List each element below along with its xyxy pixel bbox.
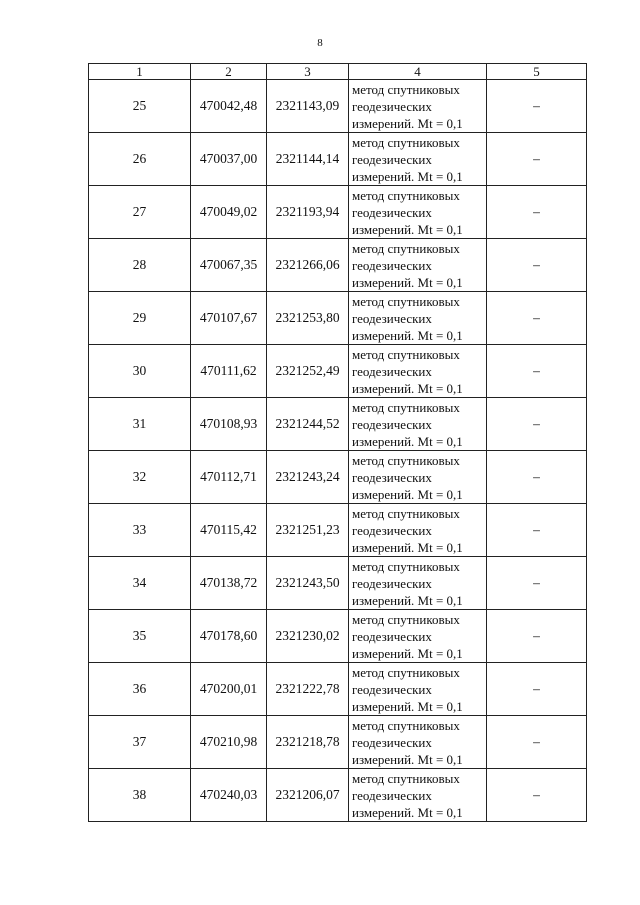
table-row <box>89 292 587 345</box>
method-line: измерений. Mt = 0,1 <box>352 804 463 820</box>
method-line: метод спутниковых <box>352 134 460 150</box>
table-row <box>89 239 587 292</box>
method-line: метод спутниковых <box>352 293 460 309</box>
method-line: метод спутниковых <box>352 81 460 97</box>
method-cell <box>349 80 487 133</box>
method-line: метод спутниковых <box>352 505 460 521</box>
method-line: измерений. Mt = 0,1 <box>352 592 463 608</box>
y-coordinate-cell: 2321253,80 <box>267 292 349 345</box>
header-col-4: 4 <box>349 64 487 80</box>
method-line: геодезических <box>352 363 432 379</box>
header-col-2: 2 <box>191 64 267 80</box>
x-coordinate-cell: 470138,72 <box>191 557 267 610</box>
method-line: метод спутниковых <box>352 717 460 733</box>
header-col-3: 3 <box>267 64 349 80</box>
note-cell: – <box>487 610 587 663</box>
note-cell: – <box>487 504 587 557</box>
note-cell: – <box>487 451 587 504</box>
point-number-cell: 36 <box>89 663 191 716</box>
x-coordinate-cell: 470042,48 <box>191 80 267 133</box>
x-coordinate-cell: 470037,00 <box>191 133 267 186</box>
y-coordinate-cell: 2321252,49 <box>267 345 349 398</box>
method-line: геодезических <box>352 628 432 644</box>
x-coordinate-cell: 470200,01 <box>191 663 267 716</box>
method-line: метод спутниковых <box>352 452 460 468</box>
method-line: геодезических <box>352 204 432 220</box>
method-line: измерений. Mt = 0,1 <box>352 645 463 661</box>
note-cell: – <box>487 186 587 239</box>
point-number-cell: 31 <box>89 398 191 451</box>
header-col-5: 5 <box>487 64 587 80</box>
method-cell <box>349 133 487 186</box>
method-line: метод спутниковых <box>352 611 460 627</box>
method-cell <box>349 557 487 610</box>
table-row <box>89 451 587 504</box>
method-line: измерений. Mt = 0,1 <box>352 274 463 290</box>
point-number-cell: 38 <box>89 769 191 822</box>
note-cell: – <box>487 663 587 716</box>
table-row <box>89 557 587 610</box>
method-line: измерений. Mt = 0,1 <box>352 221 463 237</box>
method-line: измерений. Mt = 0,1 <box>352 327 463 343</box>
x-coordinate-cell: 470067,35 <box>191 239 267 292</box>
method-line: измерений. Mt = 0,1 <box>352 380 463 396</box>
method-line: геодезических <box>352 151 432 167</box>
method-line: метод спутниковых <box>352 187 460 203</box>
x-coordinate-cell: 470112,71 <box>191 451 267 504</box>
y-coordinate-cell: 2321244,52 <box>267 398 349 451</box>
method-line: геодезических <box>352 98 432 114</box>
page-number: 8 <box>317 37 323 49</box>
note-cell: – <box>487 345 587 398</box>
y-coordinate-cell: 2321206,07 <box>267 769 349 822</box>
point-number-cell: 32 <box>89 451 191 504</box>
note-cell: – <box>487 557 587 610</box>
table-row <box>89 398 587 451</box>
table-row <box>89 133 587 186</box>
note-cell: – <box>487 133 587 186</box>
method-line: геодезических <box>352 787 432 803</box>
y-coordinate-cell: 2321222,78 <box>267 663 349 716</box>
table-row <box>89 663 587 716</box>
y-coordinate-cell: 2321230,02 <box>267 610 349 663</box>
note-cell: – <box>487 716 587 769</box>
method-cell <box>349 610 487 663</box>
method-line: геодезических <box>352 575 432 591</box>
header-row <box>89 64 587 80</box>
point-number-cell: 37 <box>89 716 191 769</box>
x-coordinate-cell: 470107,67 <box>191 292 267 345</box>
note-cell: – <box>487 292 587 345</box>
point-number-cell: 29 <box>89 292 191 345</box>
point-number-cell: 30 <box>89 345 191 398</box>
method-cell <box>349 345 487 398</box>
method-line: геодезических <box>352 734 432 750</box>
method-line: геодезических <box>352 681 432 697</box>
note-cell: – <box>487 769 587 822</box>
method-line: метод спутниковых <box>352 558 460 574</box>
method-line: метод спутниковых <box>352 770 460 786</box>
table-row <box>89 769 587 822</box>
note-cell: – <box>487 239 587 292</box>
x-coordinate-cell: 470108,93 <box>191 398 267 451</box>
point-number-cell: 26 <box>89 133 191 186</box>
method-line: геодезических <box>352 469 432 485</box>
y-coordinate-cell: 2321266,06 <box>267 239 349 292</box>
method-cell <box>349 239 487 292</box>
method-cell <box>349 398 487 451</box>
y-coordinate-cell: 2321243,24 <box>267 451 349 504</box>
table-header <box>89 64 587 80</box>
table-row <box>89 610 587 663</box>
point-number-cell: 27 <box>89 186 191 239</box>
table-row <box>89 345 587 398</box>
point-number-cell: 33 <box>89 504 191 557</box>
method-line: метод спутниковых <box>352 664 460 680</box>
y-coordinate-cell: 2321243,50 <box>267 557 349 610</box>
method-line: измерений. Mt = 0,1 <box>352 115 463 131</box>
method-line: измерений. Mt = 0,1 <box>352 698 463 714</box>
x-coordinate-cell: 470210,98 <box>191 716 267 769</box>
method-cell <box>349 186 487 239</box>
y-coordinate-cell: 2321193,94 <box>267 186 349 239</box>
method-line: измерений. Mt = 0,1 <box>352 751 463 767</box>
method-cell <box>349 504 487 557</box>
method-line: метод спутниковых <box>352 240 460 256</box>
header-col-1: 1 <box>89 64 191 80</box>
table-body <box>89 80 587 822</box>
method-line: геодезических <box>352 310 432 326</box>
method-cell <box>349 663 487 716</box>
y-coordinate-cell: 2321144,14 <box>267 133 349 186</box>
method-line: измерений. Mt = 0,1 <box>352 486 463 502</box>
point-number-cell: 28 <box>89 239 191 292</box>
note-cell: – <box>487 398 587 451</box>
method-cell <box>349 769 487 822</box>
note-cell: – <box>487 80 587 133</box>
point-number-cell: 25 <box>89 80 191 133</box>
method-line: геодезических <box>352 257 432 273</box>
coordinates-table <box>88 63 587 822</box>
method-line: измерений. Mt = 0,1 <box>352 539 463 555</box>
x-coordinate-cell: 470049,02 <box>191 186 267 239</box>
point-number-cell: 34 <box>89 557 191 610</box>
point-number-cell: 35 <box>89 610 191 663</box>
y-coordinate-cell: 2321251,23 <box>267 504 349 557</box>
table-row <box>89 186 587 239</box>
method-line: метод спутниковых <box>352 346 460 362</box>
method-line: геодезических <box>352 522 432 538</box>
method-cell <box>349 292 487 345</box>
x-coordinate-cell: 470111,62 <box>191 345 267 398</box>
y-coordinate-cell: 2321218,78 <box>267 716 349 769</box>
method-line: измерений. Mt = 0,1 <box>352 433 463 449</box>
method-cell <box>349 716 487 769</box>
table-row <box>89 716 587 769</box>
method-line: метод спутниковых <box>352 399 460 415</box>
y-coordinate-cell: 2321143,09 <box>267 80 349 133</box>
x-coordinate-cell: 470240,03 <box>191 769 267 822</box>
x-coordinate-cell: 470178,60 <box>191 610 267 663</box>
method-line: измерений. Mt = 0,1 <box>352 168 463 184</box>
method-line: геодезических <box>352 416 432 432</box>
table-row <box>89 504 587 557</box>
method-cell <box>349 451 487 504</box>
table-row <box>89 80 587 133</box>
x-coordinate-cell: 470115,42 <box>191 504 267 557</box>
